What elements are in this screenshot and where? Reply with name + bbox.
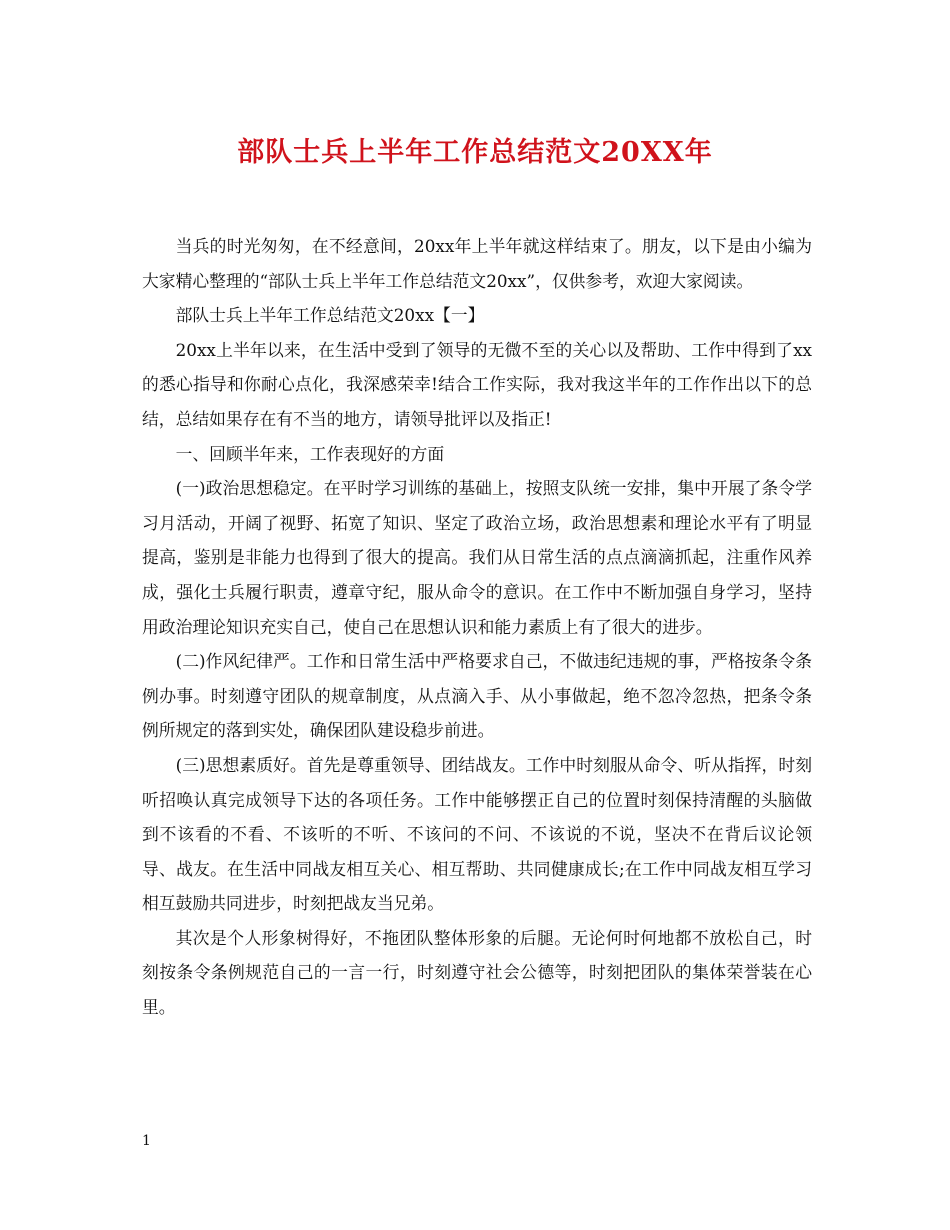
- page-number: 1: [142, 1133, 151, 1149]
- body-paragraph: 其次是个人形象树得好，不拖团队整体形象的后腿。无论何时何地都不放松自己，时刻按条令条例规范自己的一言一行，时刻遵守社会公德等，时刻把团队的集体荣誉装在心里。: [142, 927, 812, 1018]
- document-body: [142, 229, 812, 1025]
- body-paragraph: 20xx上半年以来，在生活中受到了领导的无微不至的关心以及帮助、工作中得到了xx的悉心指导和你耐心点化，我深感荣幸!结合工作实际，我对我这半年的工作作出以下的总结，总结如果存在有不当的地方，请领导批评以及指正!: [142, 339, 812, 429]
- subsection-heading: 一、回顾半年来，工作表现好的方面: [175, 443, 445, 464]
- intro-paragraph: 当兵的时光匆匆，在不经意间，20xx年上半年就这样结束了。朋友，以下是由小编为大家精心整理的“部队士兵上半年工作总结范文20xx”，仅供参考，欢迎大家阅读。: [142, 236, 812, 291]
- body-paragraph: (一)政治思想稳定。在平时学习训练的基础上，按照支队统一安排，集中开展了条令学习月活动，开阔了视野、拓宽了知识、坚定了政治立场，政治思想素和理论水平有了明显提高，鉴别是非能力也得到了很大的提高。我们从日常生活的点点滴滴抓起，注重作风养成，强化士兵履行职责，遵章守纪，服从命令的意识。在工作中不断加强自身学习，坚持用政治理论知识充实自己，使自己在思想认识和能力素质上有了很大的进步。: [142, 478, 812, 637]
- body-paragraph: (三)思想素质好。首先是尊重领导、团结战友。工作中时刻服从命令、听从指挥，时刻听招唤认真完成领导下达的各项任务。工作中能够摆正自己的位置时刻保持清醒的头脑做到不该看的不看、不该听的不听、不该问的不问、不该说的不说，坚决不在背后议论领导、战友。在生活中同战友相互关心、相互帮助、共同健康成长;在工作中同战友相互学习相互鼓励共同进步，时刻把战友当兄弟。: [142, 754, 812, 914]
- section-heading: 部队士兵上半年工作总结范文20xx【一】: [175, 305, 485, 326]
- document-title: 部队士兵上半年工作总结范文20XX年: [237, 137, 713, 168]
- body-paragraph: (二)作风纪律严。工作和日常生活中严格要求自己，不做违纪违规的事，严格按条令条例办事。时刻遵守团队的规章制度，从点滴入手、从小事做起，绝不忽冷忽热，把条令条例所规定的落到实处，确保团队建设稳步前进。: [142, 651, 812, 741]
